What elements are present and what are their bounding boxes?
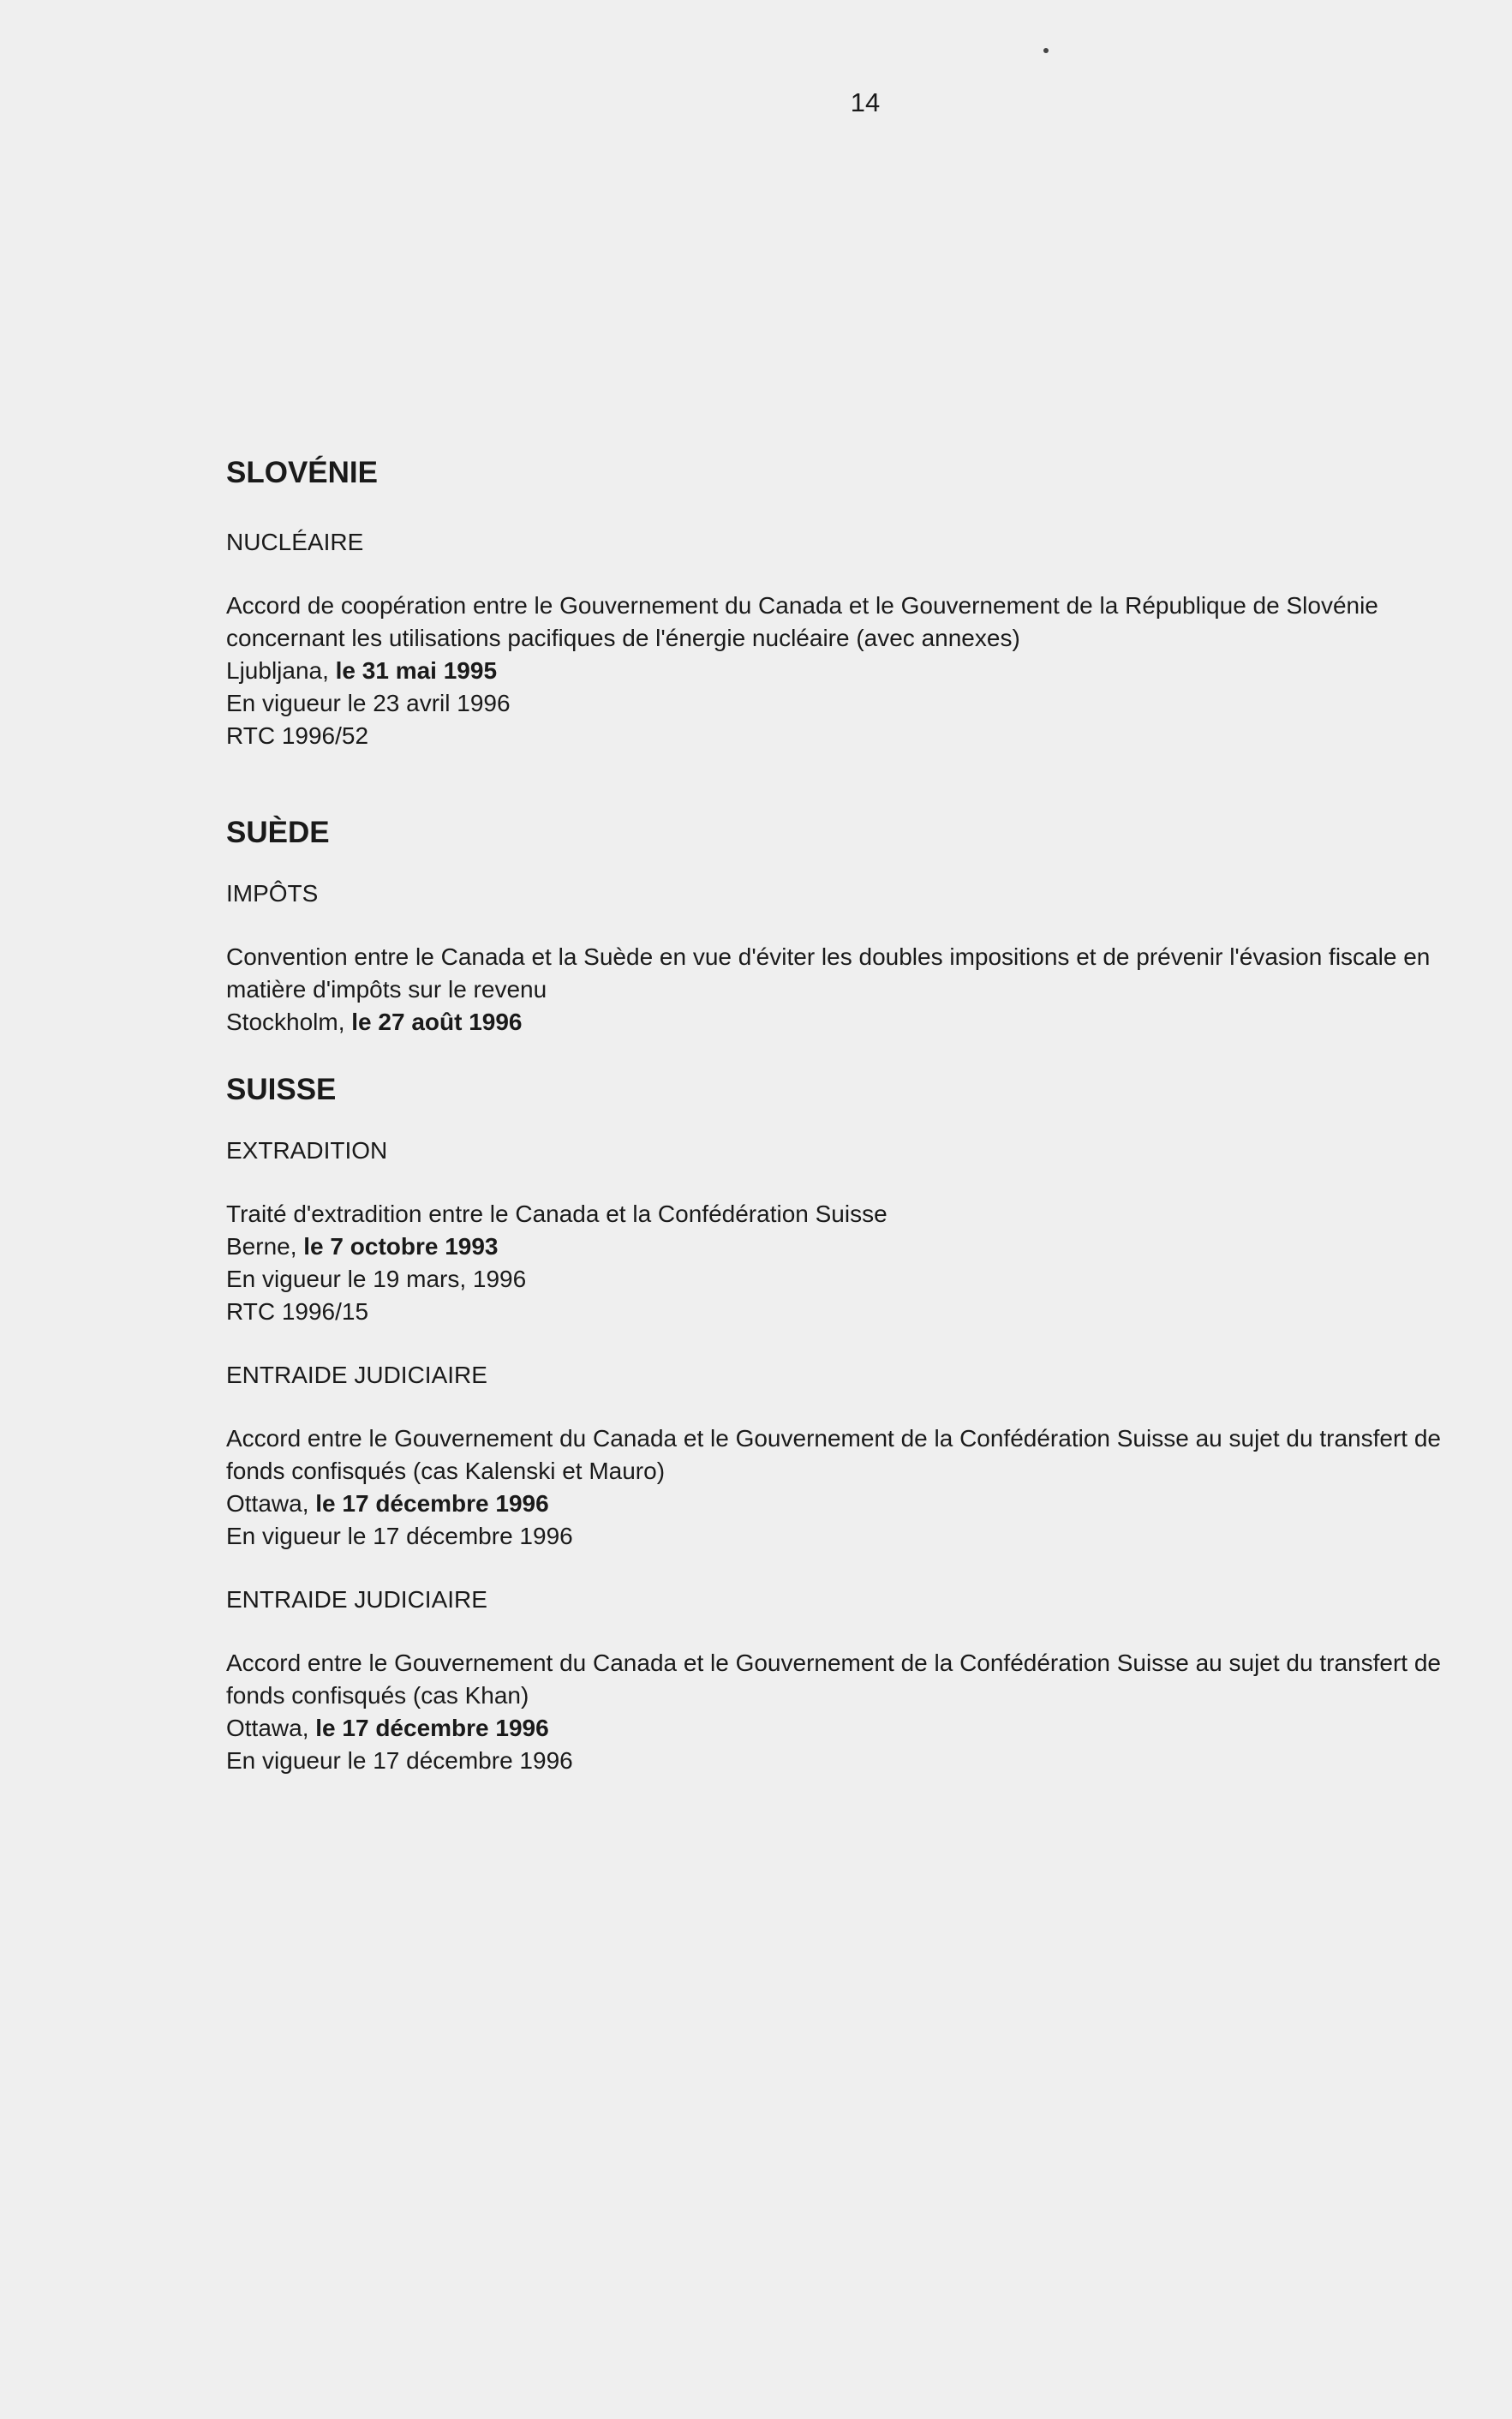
category-impots: IMPÔTS — [226, 880, 319, 907]
category-entraide-judiciaire: ENTRAIDE JUDICIAIRE — [226, 1362, 487, 1388]
treaty-place: Stockholm, — [226, 1009, 352, 1035]
treaty-date: le 27 août 1996 — [351, 1009, 523, 1035]
treaty-signing — [226, 1006, 1443, 1039]
treaty-entry — [226, 1198, 1443, 1328]
treaty-place: Berne, — [226, 1233, 304, 1260]
treaty-date: le 17 décembre 1996 — [315, 1490, 549, 1517]
country-heading-suisse: SUISSE — [226, 1073, 337, 1106]
treaty-rtc: RTC 1996/15 — [226, 1298, 369, 1325]
treaty-title: Accord de coopération entre le Gouvernement du Canada et le Gouvernement de la République de Slovénie concernant les utilisations pacifiques de l'énergie nucléaire (avec annexes) — [226, 592, 1378, 651]
document-body — [226, 454, 1443, 1777]
treaty-entry — [226, 941, 1443, 1039]
treaty-place: Ottawa, — [226, 1490, 316, 1517]
treaty-title: Accord entre le Gouvernement du Canada et le Gouvernement de la Confédération Suisse au sujet du transfert de fonds confisqués (cas Khan) — [226, 1650, 1441, 1709]
treaty-signing — [226, 1230, 1443, 1263]
category-extradition: EXTRADITION — [226, 1137, 388, 1164]
treaty-in-force: En vigueur le 19 mars, 1996 — [226, 1266, 527, 1292]
treaty-in-force: En vigueur le 17 décembre 1996 — [226, 1747, 573, 1774]
treaty-signing — [226, 1712, 1443, 1745]
treaty-title: Convention entre le Canada et la Suède en vue d'éviter les doubles impositions et de prévenir l'évasion fiscale en matière d'impôts sur le revenu — [226, 943, 1431, 1003]
treaty-entry — [226, 1422, 1443, 1553]
treaty-place: Ottawa, — [226, 1715, 316, 1741]
category-entraide-judiciaire: ENTRAIDE JUDICIAIRE — [226, 1586, 487, 1613]
treaty-title: Traité d'extradition entre le Canada et la Confédération Suisse — [226, 1201, 887, 1227]
page-number: 14 — [850, 87, 881, 117]
treaty-date: le 17 décembre 1996 — [315, 1715, 549, 1741]
country-heading-suede: SUÈDE — [226, 816, 330, 849]
treaty-in-force: En vigueur le 17 décembre 1996 — [226, 1523, 573, 1549]
treaty-signing — [226, 1488, 1443, 1520]
scan-speck — [1043, 48, 1049, 53]
country-heading-slovenie: SLOVÉNIE — [226, 456, 378, 489]
treaty-signing — [226, 655, 1443, 687]
treaty-rtc: RTC 1996/52 — [226, 722, 369, 749]
treaty-entry — [226, 590, 1443, 752]
category-nucleaire: NUCLÉAIRE — [226, 529, 364, 555]
treaty-date: le 31 mai 1995 — [335, 657, 498, 684]
treaty-title: Accord entre le Gouvernement du Canada et le Gouvernement de la Confédération Suisse au sujet du transfert de fonds confisqués (cas Kalenski et Mauro) — [226, 1425, 1441, 1484]
treaty-in-force: En vigueur le 23 avril 1996 — [226, 690, 511, 716]
treaty-entry — [226, 1647, 1443, 1777]
treaty-place: Ljubljana, — [226, 657, 336, 684]
treaty-date: le 7 octobre 1993 — [303, 1233, 499, 1260]
